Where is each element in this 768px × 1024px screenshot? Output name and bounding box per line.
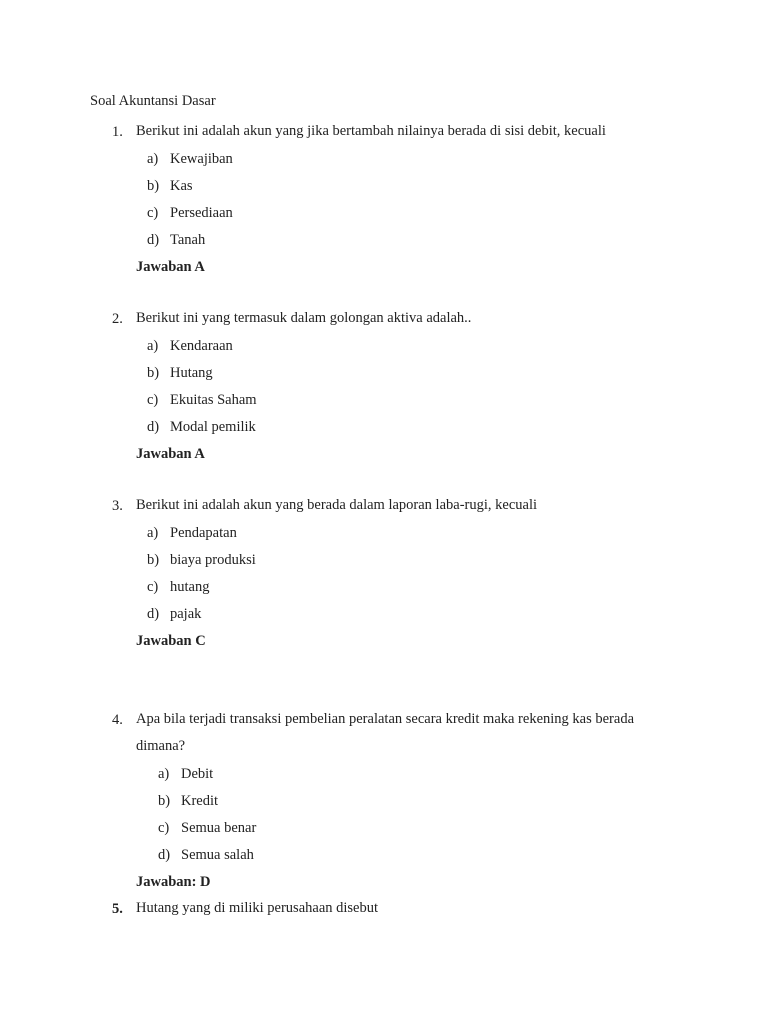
answer-3: Jawaban C xyxy=(136,633,206,649)
option-letter: d) xyxy=(147,606,160,622)
option-text: Kas xyxy=(170,178,193,194)
question-number: 2. xyxy=(112,311,123,327)
option-letter: c) xyxy=(147,205,159,221)
option-text: Kredit xyxy=(181,793,219,809)
question-number: 4. xyxy=(112,712,123,728)
option-letter: b) xyxy=(158,793,171,809)
question-number: 3. xyxy=(112,498,123,514)
option-text: Modal pemilik xyxy=(170,419,256,435)
option-text: hutang xyxy=(170,579,210,595)
question-number: 1. xyxy=(112,124,123,140)
option-letter: b) xyxy=(147,178,160,194)
option-text: Debit xyxy=(181,766,214,782)
option-text: Kendaraan xyxy=(170,338,233,354)
question-text: Hutang yang di miliki perusahaan disebut xyxy=(136,900,379,916)
option-letter: b) xyxy=(147,552,160,568)
option-letter: c) xyxy=(158,820,170,836)
question-text: Berikut ini adalah akun yang jika bertambah nilainya berada di sisi debit, kecuali xyxy=(136,123,606,139)
option-text: Hutang xyxy=(170,365,213,381)
option-letter: a) xyxy=(147,151,159,167)
option-letter: b) xyxy=(147,365,160,381)
answer-1: Jawaban A xyxy=(136,259,205,275)
option-text: Ekuitas Saham xyxy=(170,392,257,408)
question-number: 5. xyxy=(112,901,123,917)
option-text: Kewajiban xyxy=(170,151,233,167)
option-letter: c) xyxy=(147,392,159,408)
option-text: Tanah xyxy=(170,232,206,248)
option-letter: a) xyxy=(158,766,170,782)
answer-2: Jawaban A xyxy=(136,446,205,462)
option-letter: d) xyxy=(147,232,160,248)
option-text: Persediaan xyxy=(170,205,233,221)
option-letter: d) xyxy=(158,847,171,863)
answer-4: Jawaban: D xyxy=(136,874,211,890)
question-text: Apa bila terjadi transaksi pembelian peralatan secara kredit maka rekening kas berada dimana? xyxy=(136,711,635,754)
option-letter: a) xyxy=(147,525,159,541)
option-text: Semua benar xyxy=(181,820,257,836)
option-text: Semua salah xyxy=(181,847,254,863)
option-letter: d) xyxy=(147,419,160,435)
question-text: Berikut ini yang termasuk dalam golongan aktiva adalah.. xyxy=(136,310,472,326)
option-text: Pendapatan xyxy=(170,525,237,541)
option-text: biaya produksi xyxy=(170,552,256,568)
option-letter: c) xyxy=(147,579,159,595)
option-letter: a) xyxy=(147,338,159,354)
question-text: Berikut ini adalah akun yang berada dalam laporan laba-rugi, kecuali xyxy=(136,497,538,513)
option-text: pajak xyxy=(170,606,202,622)
document-title: Soal Akuntansi Dasar xyxy=(90,93,216,109)
